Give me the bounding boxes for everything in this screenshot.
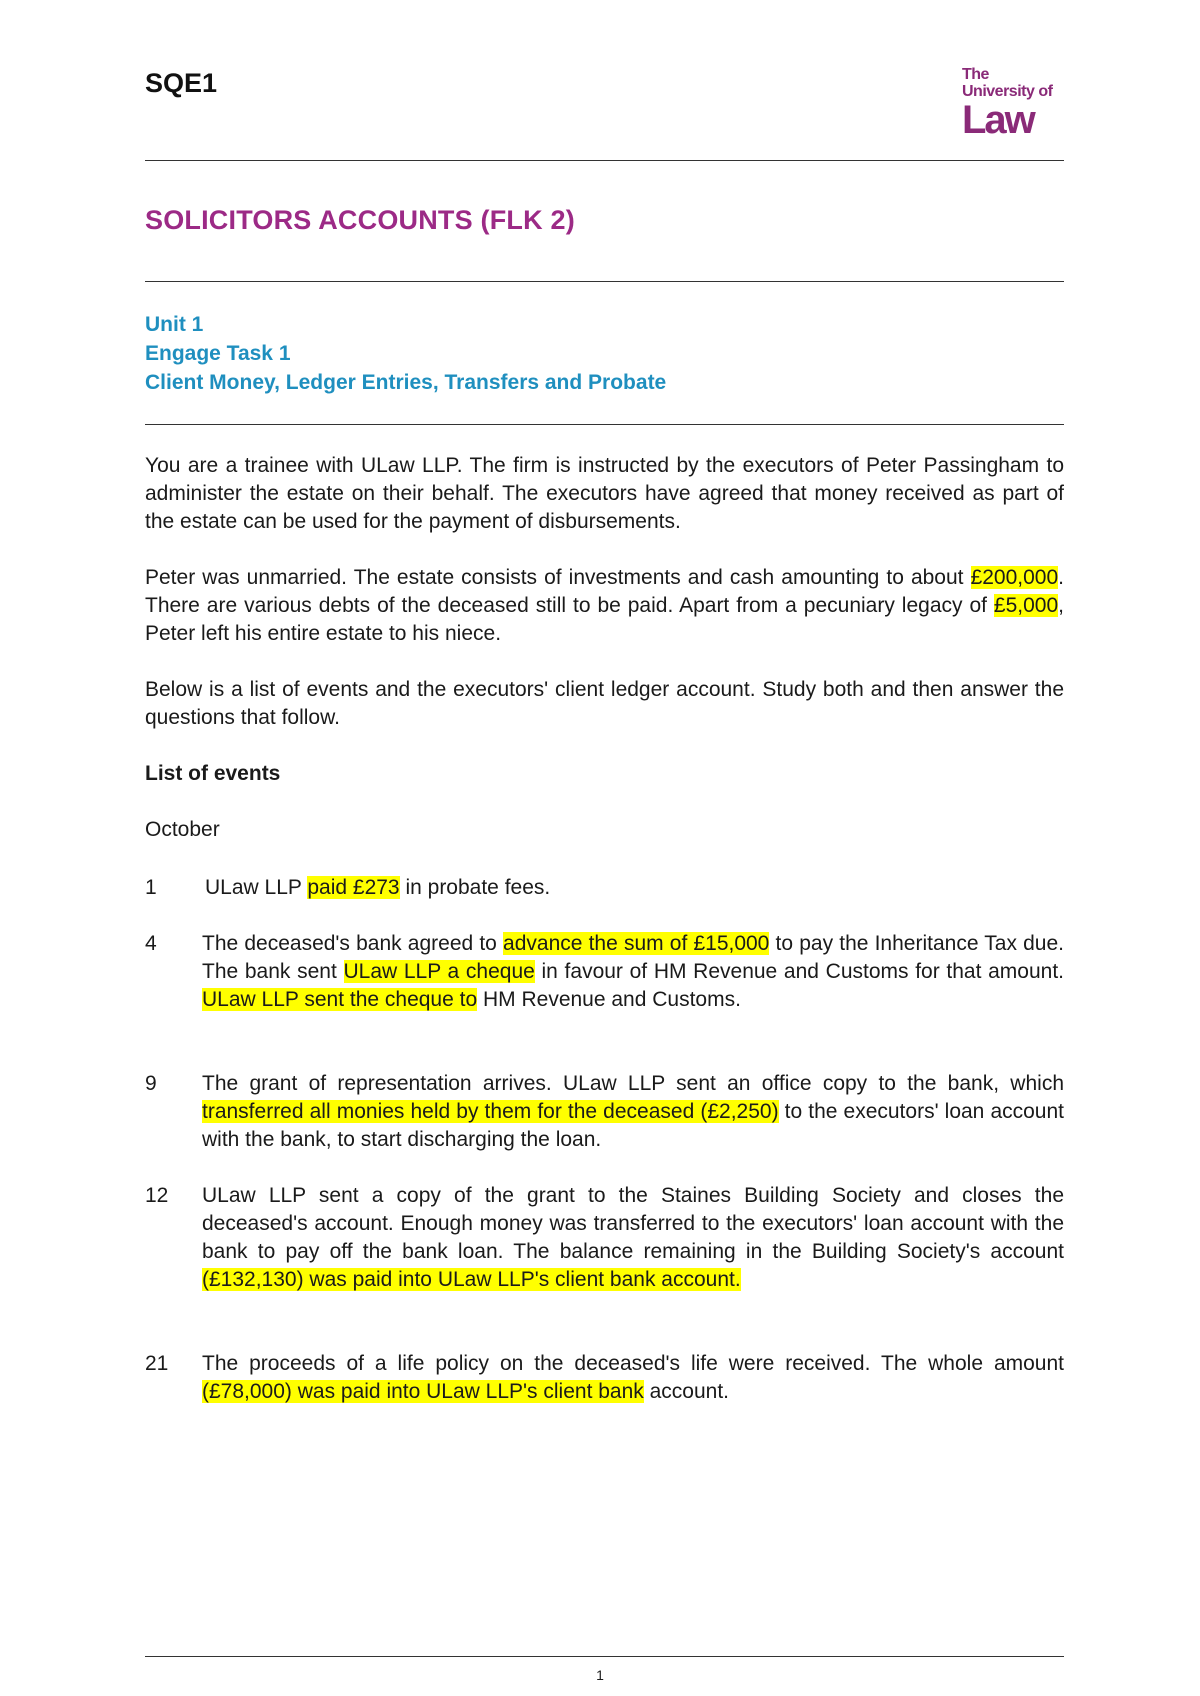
page-number: 1 — [596, 1667, 604, 1683]
intro-p2-text-b: . There are various debts of the deceased still to be paid. Apart from a pecuniary legacy of — [145, 566, 1064, 617]
header-divider — [145, 160, 1064, 161]
logo-line-3: Law — [962, 98, 1034, 142]
unit-subtitle: Client Money, Ledger Entries, Transfers and Probate — [145, 371, 667, 394]
title-divider — [145, 281, 1064, 282]
event-day: 4 — [145, 932, 157, 955]
page-title: SOLICITORS ACCOUNTS (FLK 2) — [145, 205, 575, 235]
events-heading: List of events — [145, 762, 281, 785]
logo-line-2: University of — [962, 83, 1053, 100]
intro-p2-text-a: Peter was unmarried. The estate consists of investments and cash amounting to about — [145, 566, 971, 589]
event-text: ULaw LLP — [205, 876, 308, 899]
event-day: 1 — [145, 876, 157, 899]
event-highlight: ULaw LLP sent the cheque to — [202, 988, 478, 1011]
event-highlight: (£78,000) was paid into ULaw LLP's client bank — [202, 1380, 644, 1403]
intro-paragraph-1: You are a trainee with ULaw LLP. The firm is instructed by the executors of Peter Passingham to administer the estate on their behalf. The executors have agreed that money received as part of the estate can be used for the payment of disbursements. — [145, 454, 1064, 533]
event-day: 12 — [145, 1184, 169, 1207]
event-text: account. — [643, 1380, 730, 1403]
event-text: HM Revenue and Customs. — [477, 988, 741, 1011]
event-item — [145, 874, 1064, 902]
event-text: The grant of representation arrives. ULaw LLP sent an office copy to the bank, which — [202, 1072, 1064, 1095]
event-item — [145, 1070, 1064, 1154]
highlight-legacy-value: £5,000 — [993, 594, 1059, 617]
event-text: in favour of HM Revenue and Customs for that amount. — [534, 960, 1064, 983]
event-text: to the executors' loan account with the bank, to start discharging the loan. — [202, 1100, 1064, 1151]
event-highlight: advance the sum of £15,000 — [503, 932, 770, 955]
intro-p2-text-c: , Peter left his entire estate to his niece. — [145, 594, 1064, 645]
footer-divider — [145, 1656, 1064, 1657]
event-highlight: (£132,130) was paid into ULaw LLP's client bank account. — [202, 1268, 741, 1291]
event-text: in probate fees. — [399, 876, 551, 899]
task-label: Engage Task 1 — [145, 342, 291, 365]
intro-paragraph-3: Below is a list of events and the executors' client ledger account. Study both and then answer the questions that follow. — [145, 678, 1064, 729]
event-text: The deceased's bank agreed to — [202, 932, 504, 955]
event-day: 21 — [145, 1352, 169, 1375]
month-label: October — [145, 818, 220, 841]
event-highlight: paid £273 — [307, 876, 400, 899]
unit-info — [145, 310, 666, 397]
event-day: 9 — [145, 1072, 157, 1095]
event-highlight: ULaw LLP a cheque — [343, 960, 535, 983]
university-of-law-logo — [962, 66, 1062, 146]
unit-label: Unit 1 — [145, 313, 204, 336]
event-text: The proceeds of a life policy on the deceased's life were received. The whole amount — [202, 1352, 1064, 1375]
event-text: to pay the Inheritance Tax due. The bank sent — [202, 932, 1064, 983]
document-code: SQE1 — [145, 68, 218, 98]
highlight-estate-value: £200,000 — [970, 566, 1059, 589]
event-item — [145, 930, 1064, 1014]
event-highlight: transferred all monies held by them for the deceased (£2,250) — [202, 1100, 779, 1123]
logo-line-1: The — [962, 66, 989, 83]
event-item — [145, 1350, 1064, 1406]
event-text: ULaw LLP sent a copy of the grant to the Staines Building Society and closes the deceased's account. Enough money was transferred to the executors' loan account with the bank to pay off the bank loan. The balance remaining in the Building Society's account — [202, 1184, 1064, 1263]
intro-paragraph-2 — [145, 564, 1064, 648]
unit-divider — [145, 424, 1064, 425]
event-item — [145, 1182, 1064, 1294]
